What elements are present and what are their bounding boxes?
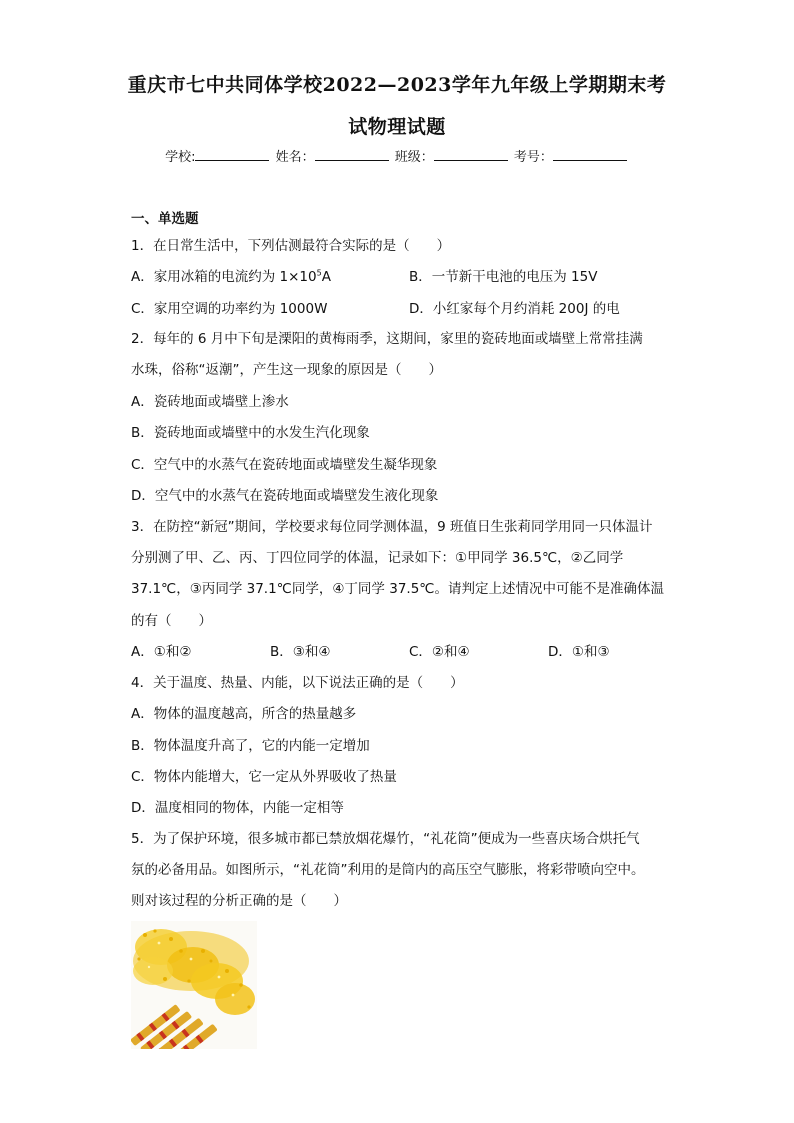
- question-2-stem-line1: 2．每年的 6 月中下旬是溧阳的黄梅雨季，这期间，家里的瓷砖地面或墙壁上常常挂满: [131, 331, 643, 347]
- question-4-stem: 4．关于温度、热量、内能，以下说法正确的是（ ）: [131, 675, 464, 691]
- question-1-stem: 1．在日常生活中，下列估测最符合实际的是（ ）: [131, 238, 451, 254]
- question-1-option-b: B．一节新干电池的电压为 15V: [409, 269, 598, 285]
- question-3-stem-line3: 37.1℃，③丙同学 37.1℃同学，④丁同学 37.5℃。请判定上述情况中可能不是准确体温: [131, 581, 664, 597]
- question-4-option-b: B．物体温度升高了，它的内能一定增加: [131, 738, 370, 754]
- question-3-option-b: B．③和④: [270, 644, 331, 660]
- school-label: 学校:: [165, 150, 196, 165]
- question-4-option-c: C．物体内能增大，它一定从外界吸收了热量: [131, 769, 397, 785]
- question-3-stem-line1: 3．在防控“新冠”期间，学校要求每位同学测体温，9 班值日生张莉同学用同一只体温计: [131, 519, 653, 535]
- student-info-row: [0, 146, 794, 165]
- question-3-option-c: C．②和④: [409, 644, 470, 660]
- exam-number-label: 考号：: [513, 150, 553, 165]
- question-1-option-d: D．小红家每个月约消耗 200J 的电: [409, 301, 620, 317]
- popper-tubes: [131, 1004, 218, 1049]
- question-3-stem-line2: 分别测了甲、乙、丙、丁四位同学的体温，记录如下：①甲同学 36.5℃，②乙同学: [131, 550, 624, 566]
- question-5-stem-line2: 氛的必备用品。如图所示，“礼花筒”利用的是筒内的高压空气膨胀，将彩带喷向空中。: [131, 862, 645, 878]
- question-5-stem-line3: 则对该过程的分析正确的是（ ）: [131, 893, 347, 909]
- question-4-option-a: A．物体的温度越高，所含的热量越多: [131, 706, 357, 722]
- exam-title-line1: 重庆市七中共同体学校2022—2023学年九年级上学期期末考: [127, 74, 667, 96]
- question-3-option-a: A．①和②: [131, 644, 192, 660]
- confetti-burst: [133, 929, 255, 1015]
- exam-title-line2: 试物理试题: [348, 116, 446, 138]
- question-4-option-d: D．温度相同的物体，内能一定相等: [131, 800, 344, 816]
- question-2-option-d: D．空气中的水蒸气在瓷砖地面或墙壁发生液化现象: [131, 488, 439, 504]
- q1-a-unit: A: [321, 269, 331, 285]
- question-5-stem-line1: 5．为了保护环境，很多城市都已禁放烟花爆竹，“礼花筒”便成为一些喜庆场合烘托气: [131, 831, 640, 847]
- question-2-stem-line2: 水珠，俗称“返潮”，产生这一现象的原因是（ ）: [131, 362, 442, 378]
- name-label: 姓名：: [275, 150, 315, 165]
- question-2-option-b: B．瓷砖地面或墙壁中的水发生汽化现象: [131, 425, 370, 441]
- question-3-stem-line4: 的有（ ）: [131, 613, 212, 629]
- party-popper-photo: [131, 921, 257, 1049]
- question-2-option-a: A．瓷砖地面或墙壁上渗水: [131, 394, 289, 410]
- question-1-option-a: [131, 265, 331, 285]
- question-3-option-d: D．①和③: [548, 644, 610, 660]
- class-blank: [434, 148, 508, 161]
- school-blank: [195, 148, 269, 161]
- name-blank: [315, 148, 389, 161]
- exam-number-blank: [553, 148, 627, 161]
- question-1-option-c: C．家用空调的功率约为 1000W: [131, 301, 328, 317]
- class-label: 班级：: [394, 150, 434, 165]
- party-popper-illustration: [131, 921, 257, 1049]
- question-2-option-c: C．空气中的水蒸气在瓷砖地面或墙壁发生凝华现象: [131, 457, 438, 473]
- q1-a-exponent: 5: [316, 268, 322, 278]
- section-heading: 一、单选题: [131, 211, 199, 227]
- q1-a-text: A．家用冰箱的电流约为 1×10: [131, 269, 317, 285]
